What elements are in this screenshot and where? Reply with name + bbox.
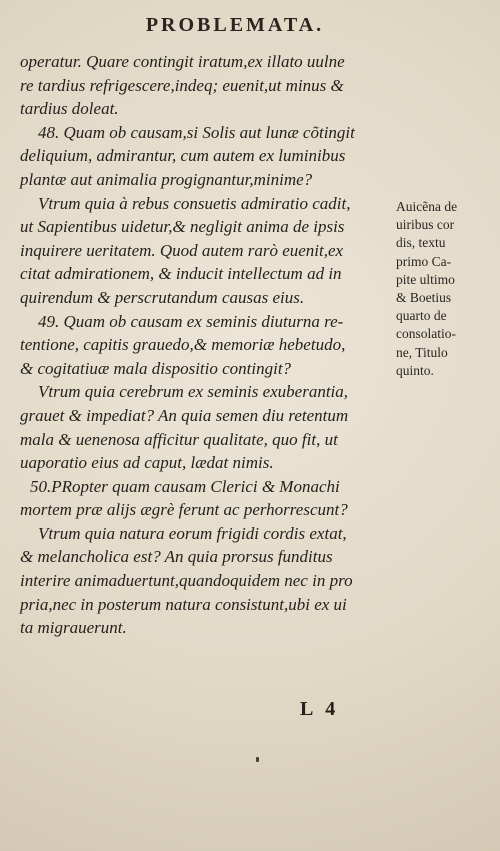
margin-note-line: dis, textu: [396, 235, 446, 251]
text-line: mala & uenenosa afficitur qualitate, quo fit, ut: [20, 429, 338, 449]
text-line: Vtrum quia natura eorum frigidi cordis extat,: [38, 523, 347, 543]
margin-note-line: consolatio-: [396, 326, 456, 342]
text-line: grauet & impediat? An quia semen diu retentum: [20, 405, 349, 425]
margin-note-line: & Boetius: [396, 290, 452, 306]
text-line: uaporatio eius ad caput, lædat nimis.: [20, 453, 274, 473]
margin-note-line: ne, Titulo: [396, 344, 448, 360]
text-line: ta migrauerunt.: [20, 618, 127, 638]
margin-note-line: pite ultimo: [396, 271, 455, 287]
margin-note-line: quarto de: [396, 308, 447, 324]
text-line: 50.PRopter quam causam Clerici & Monachi: [30, 476, 340, 496]
text-line: 48. Quam ob causam,si Solis aut lunæ cõtingit: [38, 122, 355, 142]
text-line: tardius doleat.: [20, 99, 119, 119]
text-line: ut Sapientibus uidetur,& negligit anima de ipsis: [20, 217, 345, 237]
body-text: [20, 50, 395, 640]
margin-note-line: Auicẽna de: [396, 199, 458, 214]
text-line: & melancholica est? An quia prorsus funditus: [20, 547, 333, 567]
text-line: re tardius refrigescere,indeq; euenit,ut minus &: [20, 75, 344, 95]
text-line: operatur. Quare contingit iratum,ex illato uulne: [20, 52, 345, 71]
text-line: quirendum & perscrutandum causas eius.: [20, 287, 305, 307]
text-line: tentione, capitis grauedo,& memoriæ hebetudo,: [20, 335, 346, 355]
margin-note: [396, 198, 496, 380]
text-line: deliquium, admirantur, cum autem ex luminibus: [20, 146, 346, 166]
text-line: plantæ aut animalia progignantur,minime?: [20, 169, 313, 189]
text-line: & cogitatiuæ mala dispositio contingit?: [20, 358, 292, 378]
running-head: PROBLEMATA.: [145, 14, 325, 36]
margin-note-line: quinto.: [396, 362, 434, 378]
text-line: pria,nec in posterum natura consistunt,ubi ex ui: [20, 594, 347, 614]
margin-note-line: primo Ca-: [396, 253, 452, 269]
ink-speck: [256, 757, 259, 762]
text-line: citat admirationem, & inducit intellectum ad in: [20, 264, 342, 284]
margin-note-line: uiribus cor: [396, 217, 455, 233]
text-line: mortem præ alijs ægrè ferunt ac perhorrescunt?: [20, 500, 348, 520]
signature-mark: L 4: [300, 698, 340, 720]
text-line: inquirere ueritatem. Quod autem rarò euenit,ex: [20, 240, 344, 260]
text-line: Vtrum quia cerebrum ex seminis exuberantia,: [38, 382, 349, 402]
text-line: Vtrum quia à rebus consuetis admiratio cadit,: [38, 193, 351, 213]
text-line: interire animaduertunt,quandoquidem nec in pro: [20, 571, 353, 591]
text-line: 49. Quam ob causam ex seminis diuturna re-: [38, 311, 344, 331]
